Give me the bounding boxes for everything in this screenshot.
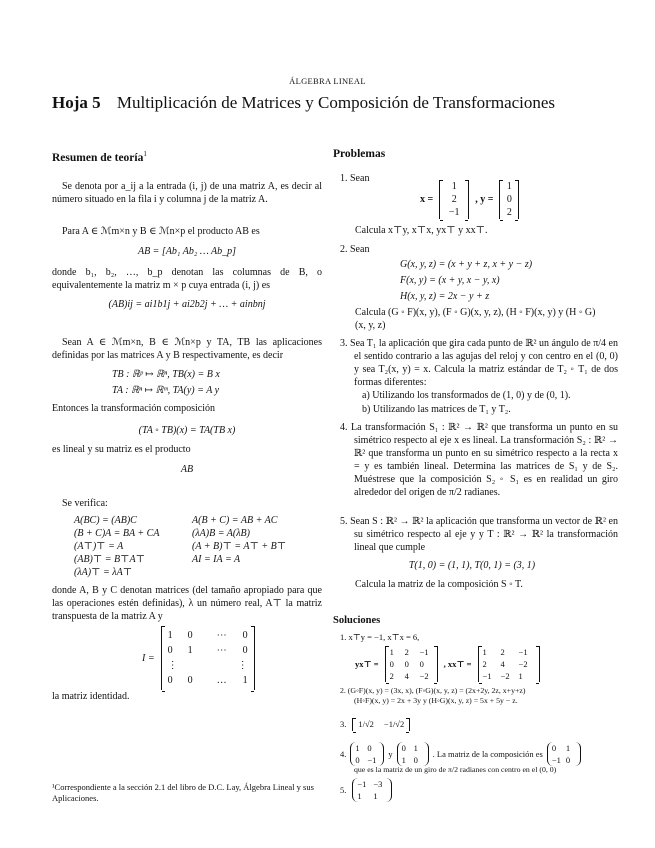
props-left [74, 514, 184, 579]
solutions-heading: Soluciones [333, 615, 381, 626]
theory-p7: Se verifica: [62, 498, 108, 509]
theory-p8: donde A, B y C denotan matrices (del tamaño apropiado para que las operaciones estén definidas), λ un número real, A⊤ la matriz transpuesta de la matriz A y [52, 585, 322, 622]
problem-4: 4. La transformación S₁ : ℝ² → ℝ² que transforma un punto en su simétrico respecto al eje x es lineal. La transformación S₂ : ℝ² → ℝ² que transforma un punto en su simétrico respecto a la recta x = y es también lineal. Determina las matrices de S₁ y de S₂. Muéstrese que la composición S₂ ◦ S₁ es en realidad un giro alrededor del origen de π/2 radianes. [340, 422, 618, 498]
problem-2-ask: Calcula (G ◦ F)(x, y), (F ◦ G)(x, y, z), (H ◦ F)(x, y) y (H ◦ G)(x, y, z) [355, 307, 596, 331]
problem-1-lead: 1. Sean [340, 173, 370, 184]
theory-p1: Se denota por a_ij a la entrada (i, j) de una matriz A, es decir al número situado en la fila i y columna j de la matriz A. [52, 181, 322, 205]
prop: A(B + C) = AB + AC [192, 515, 278, 526]
problem-2-f: F(x, y) = (x + y, x − y, x) [400, 275, 500, 286]
problem-1-vectors: x = 1 2 −1 , y = 1 0 2 [420, 180, 519, 219]
problem-3-b: b) Utilizando las matrices de T₁ y T₂. [362, 404, 511, 415]
theory-p5: Entonces la transformación composición [52, 403, 216, 414]
problem-3: 3. Sea T₁ la aplicación que gira cada punto de ℝ² un ángulo de π/4 en el sentido contrario a las agujas del reloj y con centro en el (0, 0) y sea T₂(x, y) = x. Calcula la matriz estándar de T₂ ◦ T₁ de dos formas diferentes: [340, 338, 618, 388]
theory-p3: donde b₁, b₂, …, b_p denotan las columnas de B, o equivalentemente la matriz m × p cuya entrada (i, j) es [52, 267, 322, 291]
eq-ta: TA : ℝⁿ ↦ ℝᵐ, TA(y) = A y [112, 385, 220, 396]
eq-comp: (TA ◦ TB)(x) = TA(TB x) [138, 425, 236, 436]
prop: (B + C)A = BA + CA [74, 528, 160, 539]
problem-5: 5. Sean S : ℝ² → ℝ² la aplicación que transforma un vector de ℝ² en su simétrico respecto al eje y y T : ℝ² → ℝ² la transformación lineal que cumple [340, 516, 618, 553]
eq-prod: AB [180, 464, 194, 475]
problem-5-ask: Calcula la matriz de la composición S ◦ T. [355, 579, 523, 590]
prop: (AB)⊤ = B⊤A⊤ [74, 554, 146, 565]
problem-2-h: H(x, y, z) = 2x − y + z [400, 291, 490, 302]
theory-p4: Sean A ∈ ℳm×n, B ∈ ℳn×p y TA, TB las aplicaciones definidas por las matrices A y B respectivamente, es decir [52, 337, 322, 361]
prop: (λA)⊤ = λA⊤ [74, 567, 133, 578]
solution-2: 2. (G◦F)(x, y) = (3x, x), (F◦G)(x, y, z) = (2x+2y, 2z, x+y+z) (H◦F)(x, y) = 2x + 3y y (H◦G)(x, y, z) = 5x + 5y − z. [340, 686, 526, 705]
running-head: ÁLGEBRA LINEAL [289, 76, 366, 86]
solution-3: 3. 1/√2 −1/√2 [340, 718, 410, 731]
eq-entry: (AB)ij = ai1b1j + ai2b2j + … + ainbnj [108, 299, 266, 310]
theory-p9: la matriz identidad. [52, 691, 130, 702]
eq-tb: TB : ℝᵖ ↦ ℝⁿ, TB(x) = B x [112, 369, 220, 380]
prop: (A⊤)⊤ = A [74, 541, 124, 552]
solution-1-a: 1. x⊤y = −1, x⊤x = 6, [340, 632, 420, 642]
problems-heading: Problemas [333, 148, 386, 160]
page-title [52, 92, 612, 114]
title-text: Multiplicación de Matrices y Composición de Transformaciones [116, 93, 556, 112]
problem-5-eq: T(1, 0) = (1, 1), T(0, 1) = (3, 1) [408, 560, 536, 571]
theory-p2: Para A ∈ ℳm×n y B ∈ ℳn×p el producto AB es [62, 226, 260, 237]
identity-matrix: I = 1 0 ⋯ 0 0 1 ⋯ 0 ⋮ ⋮ 0 0 … 1 [142, 626, 255, 690]
theory-p6: es lineal y su matriz es el producto [52, 444, 191, 455]
problem-2-g: G(x, y, z) = (x + y + z, x + y − z) [400, 259, 533, 270]
solution-5: 5. −1 −3 1 1 [340, 778, 392, 802]
solution-4: 4. 1 0 0 −1 y 0 1 1 0 . La matriz de la composición es 0 1 −1 0 [340, 742, 610, 766]
theory-heading: Resumen de teoría$^1$ [52, 150, 147, 164]
solution-4-tail: que es la matriz de un giro de π/2 radianes con centro en el (0, 0) [354, 765, 557, 774]
problem-2-lead: 2. Sean [340, 244, 370, 255]
prop: (λA)B = A(λB) [192, 528, 250, 539]
problem-1-ask: Calcula x⊤y, x⊤x, yx⊤ y xx⊤. [355, 225, 488, 236]
prop: AI = IA = A [192, 554, 241, 565]
prop: A(BC) = (AB)C [74, 515, 137, 526]
prop: (A + B)⊤ = A⊤ + B⊤ [192, 541, 287, 552]
sheet-number: Hoja 5 [52, 93, 101, 112]
problem-3-a: a) Utilizando los transformados de (1, 0) y de (0, 1). [362, 390, 571, 401]
eq-ab: AB = [Ab₁ Ab₂ … Ab_p] [137, 246, 237, 257]
props-right [192, 514, 322, 566]
solution-1-matrices: yx⊤ = 1 2 −1 0 0 0 2 4 −2 , xx⊤ = 1 2 −1 2 4 −2 −1 −2 1 [355, 646, 540, 682]
footnote: ¹Correspondiente a la sección 2.1 del libro de D.C. Lay, Álgebra Lineal y sus Aplicaciones. [52, 782, 314, 803]
